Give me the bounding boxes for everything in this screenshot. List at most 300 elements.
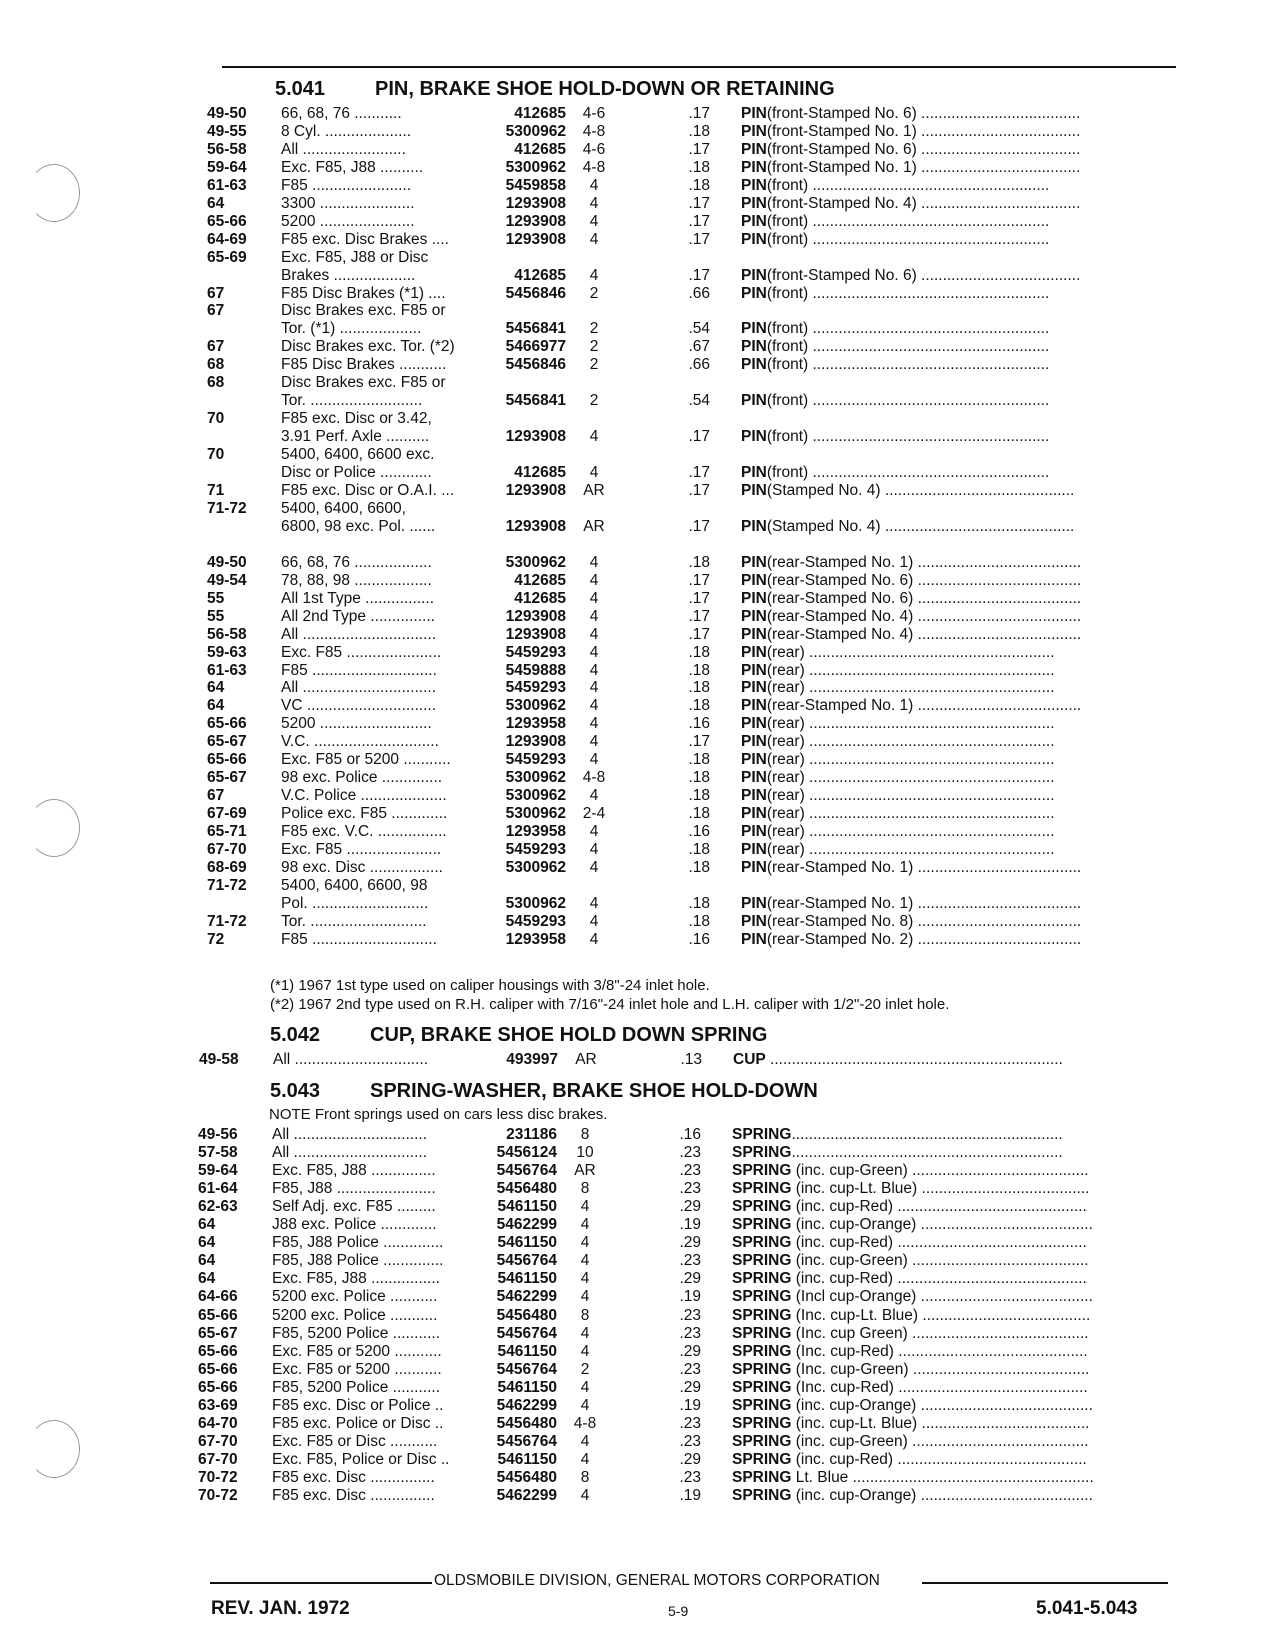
table-row: [0, 1126, 1272, 1145]
application-cell: F85 exc. Disc ...............: [272, 1468, 435, 1486]
item-label: PIN: [741, 320, 767, 338]
price-cell: .67: [688, 338, 710, 356]
quantity-cell: 4: [589, 607, 599, 625]
table-row: [0, 644, 1272, 663]
description-text: (inc. cup-Red) ............................................: [791, 1234, 1087, 1252]
quantity-cell: 4: [589, 571, 599, 589]
year-cell: 56-58: [207, 140, 247, 158]
application-cell: 8 Cyl. ....................: [281, 122, 412, 140]
application-cell: F85 .............................: [281, 661, 437, 679]
description-cell: [741, 392, 1171, 411]
item-label: SPRING: [732, 1270, 792, 1288]
year-cell: 61-63: [207, 176, 247, 194]
part-number-cell: 5456480: [496, 1180, 557, 1198]
description-text: ....................................................................: [765, 1051, 1063, 1068]
application-cell: Pol. ...........................: [281, 894, 429, 912]
year-cell: 67-70: [207, 841, 247, 858]
description-cell: [741, 679, 1171, 698]
price-cell: .23: [679, 1432, 701, 1450]
table-row: [0, 1343, 1272, 1362]
application-cell: F85 exc. Disc or Police ..: [272, 1396, 444, 1414]
description-text: (front) .......................................................: [766, 464, 1050, 481]
description-cell: [741, 644, 1171, 663]
table-row: [0, 1487, 1272, 1506]
part-number-cell: 412685: [514, 105, 566, 122]
footer-section-range: 5.041-5.043: [1036, 1598, 1138, 1619]
item-label: SPRING: [732, 1306, 792, 1324]
description-text: (front) .......................................................: [766, 320, 1050, 338]
table-row: [0, 715, 1272, 734]
table-row: [0, 141, 1272, 160]
part-number-cell: 5466977: [505, 338, 566, 356]
description-cell: [741, 931, 1171, 950]
price-cell: .29: [679, 1234, 701, 1252]
year-cell: 71-72: [207, 499, 247, 517]
description-text: (front) .......................................................: [766, 212, 1050, 230]
year-cell: 65-66: [198, 1378, 238, 1396]
table-row: [0, 249, 1272, 268]
price-cell: .17: [688, 607, 710, 625]
quantity-cell: 8: [580, 1468, 590, 1486]
price-cell: .29: [679, 1198, 701, 1216]
quantity-cell: 4: [589, 841, 599, 858]
item-label: PIN: [741, 643, 767, 661]
quantity-cell: 4: [580, 1396, 590, 1414]
part-number-cell: 1293908: [505, 428, 566, 446]
section-number: 5.042: [270, 1024, 321, 1046]
item-label: PIN: [741, 823, 767, 841]
quantity-cell: AR: [583, 517, 605, 535]
description-text: (Incl cup-Orange) ........................................: [791, 1288, 1093, 1306]
part-number-cell: 5461150: [497, 1378, 557, 1396]
table-row: [0, 356, 1272, 375]
section-title: PIN, BRAKE SHOE HOLD-DOWN OR RETAINING: [375, 78, 835, 100]
application-cell: 98 exc. Police ..............: [281, 769, 443, 787]
price-cell: .19: [679, 1396, 701, 1414]
description-text: (rear-Stamped No. 2) ......................................: [766, 930, 1082, 948]
description-text: (rear-Stamped No. 4) ......................................: [766, 625, 1082, 643]
table-row: [0, 1144, 1272, 1163]
item-label: PIN: [741, 553, 767, 571]
table-row: [0, 1361, 1272, 1380]
description-text: ...............................................................: [791, 1144, 1063, 1162]
table-row: [0, 841, 1272, 860]
description-text: (rear-Stamped No. 8) ......................................: [766, 912, 1082, 930]
table-row: [0, 320, 1272, 339]
year-cell: 70: [207, 446, 225, 464]
quantity-cell: 2: [589, 320, 599, 338]
part-number-cell: 412685: [514, 266, 566, 284]
application-cell: Self Adj. exc. F85 .........: [272, 1198, 436, 1216]
quantity-cell: 4: [580, 1270, 590, 1288]
quantity-cell: 4: [580, 1216, 590, 1234]
part-number-cell: 5456480: [496, 1306, 557, 1324]
price-cell: .17: [688, 733, 710, 751]
item-label: SPRING: [732, 1126, 792, 1143]
application-cell: F85, J88 Police ..............: [272, 1234, 444, 1252]
application-cell: 78, 88, 98 ..................: [281, 571, 432, 589]
description-text: (rear-Stamped No. 6) ......................................: [766, 589, 1082, 607]
table-row: [0, 608, 1272, 627]
description-cell: [741, 141, 1171, 160]
description-text: (Stamped No. 4) ............................................: [766, 481, 1075, 499]
table-row: [0, 733, 1272, 752]
description-cell: [741, 608, 1171, 627]
item-label: SPRING: [732, 1252, 792, 1270]
price-cell: .18: [688, 787, 710, 805]
description-text: (front-Stamped No. 4) .....................................: [766, 194, 1081, 212]
item-label: PIN: [741, 194, 767, 212]
item-label: PIN: [741, 679, 767, 697]
description-text: (rear-Stamped No. 1) ......................................: [766, 858, 1082, 876]
year-cell: 67: [207, 338, 225, 356]
application-cell: 5400, 6400, 6600, 98: [281, 876, 428, 894]
footer-rule-right: [922, 1582, 1168, 1584]
description-text: (Inc. cup-Lt. Blue) .......................................: [791, 1306, 1091, 1324]
price-cell: .19: [679, 1216, 701, 1234]
price-cell: .18: [688, 894, 710, 912]
table-row: [0, 1397, 1272, 1416]
table-row: [0, 1180, 1272, 1199]
description-text: ...............................................................: [791, 1126, 1063, 1143]
application-cell: Brakes ...................: [281, 266, 416, 284]
price-cell: .23: [679, 1252, 701, 1270]
year-cell: 67: [207, 787, 225, 805]
application-cell: All ...............................: [272, 1126, 428, 1143]
year-cell: 64-66: [198, 1288, 238, 1306]
quantity-cell: 4: [580, 1288, 590, 1306]
application-cell: V.C. Police ....................: [281, 787, 447, 805]
table-row: [0, 231, 1272, 250]
table-row: [0, 859, 1272, 878]
year-cell: 67-70: [198, 1432, 238, 1450]
table-row: [0, 464, 1272, 483]
application-cell: V.C. .............................: [281, 733, 439, 751]
price-cell: .19: [679, 1487, 701, 1504]
application-cell: 5200 ..........................: [281, 715, 432, 733]
description-cell: [741, 518, 1171, 537]
description-cell: [741, 464, 1171, 483]
application-cell: F85, J88 .......................: [272, 1180, 436, 1198]
price-cell: .18: [688, 769, 710, 787]
year-cell: 65-66: [207, 212, 247, 230]
description-text: Lt. Blue ........................................................: [791, 1468, 1094, 1486]
description-text: (rear) .........................................................: [766, 661, 1055, 679]
description-text: (front) .......................................................: [766, 356, 1050, 374]
application-cell: Exc. F85, J88 ..........: [281, 158, 424, 176]
item-label: SPRING: [732, 1234, 792, 1252]
description-cell: [741, 895, 1171, 914]
table-row: [0, 177, 1272, 196]
description-cell: [732, 1307, 1162, 1326]
quantity-cell: 4: [589, 553, 599, 571]
price-cell: .17: [688, 105, 710, 122]
description-cell: [741, 841, 1171, 860]
part-number-cell: 5300962: [505, 894, 566, 912]
year-cell: 49-55: [207, 122, 247, 140]
price-cell: .18: [688, 122, 710, 140]
quantity-cell: 4: [580, 1487, 590, 1504]
part-number-cell: 5300962: [505, 787, 566, 805]
price-cell: .66: [688, 284, 710, 302]
quantity-cell: 4: [589, 625, 599, 643]
description-cell: [732, 1361, 1162, 1380]
year-cell: 49-56: [198, 1126, 238, 1143]
application-cell: 6800, 98 exc. Pol. ......: [281, 517, 436, 535]
item-label: PIN: [741, 733, 767, 751]
price-cell: .17: [688, 481, 710, 499]
item-label: PIN: [741, 894, 767, 912]
quantity-cell: 4: [589, 823, 599, 841]
table-row: [0, 1162, 1272, 1181]
quantity-cell: 4-6: [582, 105, 606, 122]
application-cell: F85 .......................: [281, 176, 412, 194]
price-cell: .29: [679, 1270, 701, 1288]
item-label: SPRING: [732, 1450, 792, 1468]
description-text: (front) .......................................................: [766, 392, 1050, 410]
year-cell: 49-54: [207, 571, 247, 589]
description-text: (front) .......................................................: [766, 284, 1050, 302]
application-cell: F85, J88 Police ..............: [272, 1252, 444, 1270]
description-cell: [741, 787, 1171, 806]
item-label: SPRING: [732, 1342, 792, 1360]
price-cell: .17: [688, 266, 710, 284]
year-cell: 67-69: [207, 805, 247, 823]
description-text: (inc. cup-Orange) ........................................: [791, 1396, 1093, 1414]
item-label: SPRING: [732, 1198, 792, 1216]
quantity-cell: 4: [589, 589, 599, 607]
table-row: [0, 213, 1272, 232]
table-row: [0, 1469, 1272, 1488]
quantity-cell: 4: [589, 715, 599, 733]
price-cell: .18: [688, 176, 710, 194]
item-label: PIN: [741, 912, 767, 930]
part-number-cell: 412685: [514, 140, 566, 158]
description-text: (rear-Stamped No. 6) ......................................: [766, 571, 1082, 589]
description-text: (Inc. cup-Red) ............................................: [791, 1378, 1088, 1396]
application-cell: Exc. F85, J88 or Disc: [281, 248, 429, 266]
description-cell: [741, 267, 1171, 286]
description-cell: [741, 823, 1171, 842]
table-row: [0, 895, 1272, 914]
description-cell: [732, 1469, 1162, 1488]
description-text: (front-Stamped No. 1) .....................................: [766, 122, 1081, 140]
application-cell: All 2nd Type ...............: [281, 607, 435, 625]
description-cell: [732, 1270, 1162, 1289]
description-text: (rear) .........................................................: [766, 805, 1055, 823]
quantity-cell: 4: [589, 643, 599, 661]
description-text: (Inc. cup-Red) ............................................: [791, 1342, 1088, 1360]
price-cell: .66: [688, 356, 710, 374]
table-row: [0, 913, 1272, 932]
description-text: (rear-Stamped No. 1) ......................................: [766, 553, 1082, 571]
item-label: PIN: [741, 517, 767, 535]
description-cell: [732, 1451, 1162, 1470]
section-title: CUP, BRAKE SHOE HOLD DOWN SPRING: [370, 1024, 768, 1046]
price-cell: .18: [688, 679, 710, 697]
price-cell: .23: [679, 1360, 701, 1378]
description-cell: [741, 177, 1171, 196]
price-cell: .54: [688, 392, 710, 410]
table-row: [0, 195, 1272, 214]
table-row: [0, 285, 1272, 304]
part-number-cell: 1293908: [505, 212, 566, 230]
description-text: (rear) .........................................................: [766, 679, 1055, 697]
item-label: PIN: [741, 356, 767, 374]
description-cell: [741, 231, 1171, 250]
description-text: (rear) .........................................................: [766, 643, 1055, 661]
application-cell: All ...............................: [281, 625, 437, 643]
application-cell: 3.91 Perf. Axle ..........: [281, 428, 430, 446]
description-cell: [741, 662, 1171, 681]
year-cell: 64: [198, 1216, 216, 1234]
table-row: [0, 482, 1272, 501]
table-row: [0, 338, 1272, 357]
item-label: PIN: [741, 338, 767, 356]
price-cell: .16: [688, 715, 710, 733]
table-row: [0, 1051, 1272, 1070]
description-text: (inc. cup-Red) ............................................: [791, 1450, 1087, 1468]
year-cell: 62-63: [198, 1198, 238, 1216]
description-cell: [741, 338, 1171, 357]
item-label: PIN: [741, 140, 767, 158]
part-number-cell: 1293908: [505, 517, 566, 535]
quantity-cell: 4: [580, 1252, 590, 1270]
part-number-cell: 1293908: [505, 194, 566, 212]
year-cell: 65-71: [207, 823, 247, 841]
description-text: (inc. cup-Green) .........................................: [791, 1252, 1089, 1270]
part-number-cell: 5300962: [505, 769, 566, 787]
year-cell: 64: [198, 1252, 216, 1270]
description-text: (inc. cup-Lt. Blue) .......................................: [791, 1414, 1090, 1432]
year-cell: 64: [207, 697, 225, 715]
application-cell: Disc Brakes exc. F85 or: [281, 302, 446, 320]
price-cell: .18: [688, 643, 710, 661]
application-cell: 5400, 6400, 6600 exc.: [281, 446, 435, 464]
part-number-cell: 5462299: [496, 1216, 557, 1234]
application-cell: All 1st Type ................: [281, 589, 435, 607]
description-text: (front) .......................................................: [766, 176, 1050, 194]
description-text: (front-Stamped No. 6) .....................................: [766, 140, 1081, 158]
year-cell: 65-67: [207, 769, 247, 787]
application-cell: Exc. F85, Police or Disc ..: [272, 1450, 450, 1468]
price-cell: .18: [688, 805, 710, 823]
application-cell: 66, 68, 76 ...........: [281, 105, 402, 122]
table-row: [0, 518, 1272, 537]
description-cell: [732, 1379, 1162, 1398]
item-label: PIN: [741, 751, 767, 769]
application-cell: Exc. F85, J88 ...............: [272, 1162, 436, 1180]
table-row: [0, 410, 1272, 429]
description-cell: [732, 1126, 1162, 1145]
description-cell: [741, 213, 1171, 232]
quantity-cell: 4-8: [582, 769, 606, 787]
table-row: [0, 554, 1272, 573]
description-cell: [732, 1180, 1162, 1199]
part-number-cell: 412685: [514, 464, 566, 481]
item-label: PIN: [741, 697, 767, 715]
quantity-cell: 2: [589, 392, 599, 410]
description-text: (inc. cup-Green) .........................................: [791, 1162, 1089, 1180]
description-text: (front) .......................................................: [766, 230, 1050, 248]
part-number-cell: 5456764: [496, 1360, 557, 1378]
year-cell: 65-66: [198, 1306, 238, 1324]
application-cell: 3300 ......................: [281, 194, 415, 212]
item-label: PIN: [741, 464, 767, 481]
quantity-cell: 4: [589, 661, 599, 679]
description-text: (inc. cup-Red) ............................................: [791, 1198, 1087, 1216]
footer-revision: REV. JAN. 1972: [211, 1598, 350, 1619]
item-label: PIN: [741, 105, 767, 122]
item-label: SPRING: [732, 1216, 792, 1234]
table-row: [0, 1451, 1272, 1470]
quantity-cell: 4: [580, 1324, 590, 1342]
price-cell: .16: [688, 930, 710, 948]
year-cell: 49-50: [207, 105, 247, 122]
part-number-cell: 5462299: [496, 1288, 557, 1306]
year-cell: 57-58: [198, 1144, 238, 1162]
part-number-cell: 5459858: [505, 176, 566, 194]
description-text: (inc. cup-Green) .........................................: [791, 1432, 1089, 1450]
year-cell: 71-72: [207, 912, 247, 930]
description-text: (Stamped No. 4) ............................................: [766, 517, 1075, 535]
year-cell: 61-63: [207, 661, 247, 679]
price-cell: .16: [688, 823, 710, 841]
quantity-cell: 2: [580, 1360, 590, 1378]
application-cell: Disc or Police ............: [281, 464, 432, 481]
price-cell: .23: [679, 1468, 701, 1486]
price-cell: .17: [688, 464, 710, 481]
section-number: 5.043: [270, 1080, 321, 1102]
description-text: (front-Stamped No. 1) .....................................: [766, 158, 1081, 176]
application-cell: F85 exc. Disc Brakes ....: [281, 230, 449, 248]
part-number-cell: 5461150: [497, 1198, 557, 1216]
application-cell: Exc. F85 ......................: [281, 841, 442, 858]
price-cell: .17: [688, 212, 710, 230]
price-cell: .19: [679, 1288, 701, 1306]
description-cell: [741, 285, 1171, 304]
year-cell: 68: [207, 374, 225, 392]
price-cell: .17: [688, 428, 710, 446]
year-cell: 61-64: [198, 1180, 238, 1198]
table-row: [0, 805, 1272, 824]
quantity-cell: 4: [580, 1342, 590, 1360]
table-row: [0, 1379, 1272, 1398]
description-cell: [741, 913, 1171, 932]
item-label: PIN: [741, 571, 767, 589]
table-row: [0, 105, 1272, 124]
quantity-cell: 4: [580, 1450, 590, 1468]
quantity-cell: 4: [589, 787, 599, 805]
description-cell: [732, 1198, 1162, 1217]
quantity-cell: 4: [589, 930, 599, 948]
part-number-cell: 1293908: [505, 607, 566, 625]
application-cell: Exc. F85 or 5200 ...........: [272, 1342, 442, 1360]
part-number-cell: 5300962: [505, 858, 566, 876]
year-cell: 64-69: [207, 230, 247, 248]
quantity-cell: 4-8: [573, 1414, 597, 1432]
description-text: (rear-Stamped No. 4) ......................................: [766, 607, 1082, 625]
table-row: [0, 374, 1272, 393]
description-cell: [732, 1415, 1162, 1434]
year-cell: 67: [207, 302, 225, 320]
part-number-cell: 412685: [514, 571, 566, 589]
application-cell: All ...............................: [272, 1144, 428, 1162]
price-cell: .17: [688, 194, 710, 212]
quantity-cell: 4: [580, 1198, 590, 1216]
year-cell: 71: [207, 481, 225, 499]
application-cell: F85 exc. Police or Disc ..: [272, 1414, 444, 1432]
